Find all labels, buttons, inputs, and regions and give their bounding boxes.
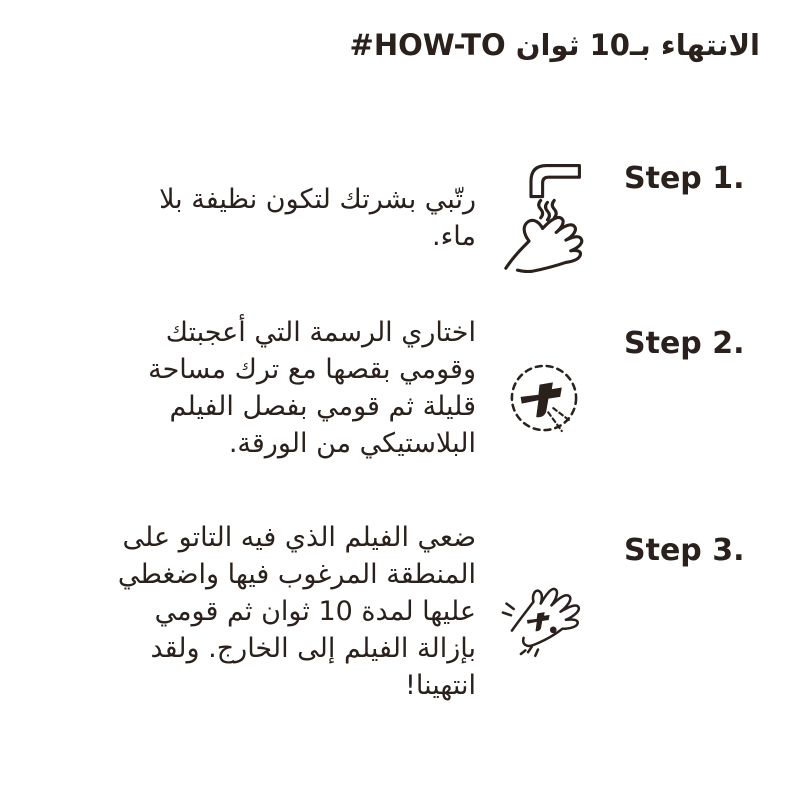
step-3-line-3: عليها لمدة 10 ثوان ثم قومي bbox=[154, 596, 476, 627]
step-3-line-5: انتهينا! bbox=[405, 670, 476, 701]
step-1-line-2: ماء. bbox=[432, 221, 476, 252]
t-logo bbox=[521, 382, 562, 417]
hand-with-tattoo-icon bbox=[497, 573, 597, 663]
step-1-label: Step 1. bbox=[624, 161, 745, 196]
step-3-label: Step 3. bbox=[624, 533, 745, 568]
sparkle-lines-left bbox=[503, 604, 514, 616]
t-logo-tattoo bbox=[527, 612, 550, 631]
step-3-instructions bbox=[118, 519, 476, 704]
step-2-label: Step 2. bbox=[624, 326, 745, 361]
step-2-line-2: وقومي بقصها مع ترك مساحة bbox=[148, 354, 476, 385]
step-1-line-1: رتّبي بشرتك لتكون نظيفة بلا bbox=[159, 184, 476, 215]
step-3-line-2: المنطقة المرغوب فيها واضغطي bbox=[117, 559, 476, 590]
sparkle-lines-bottom bbox=[521, 647, 538, 656]
cut-mark-lines bbox=[548, 408, 571, 431]
cut-tattoo-design-icon bbox=[506, 360, 582, 436]
step-1-instructions bbox=[159, 181, 476, 255]
step-2-instructions bbox=[148, 314, 476, 462]
hand-outline bbox=[506, 217, 582, 271]
step-2-line-4: البلاستيكي من الورقة. bbox=[228, 428, 476, 459]
water-steam-lines bbox=[539, 200, 556, 219]
step-3-line-4: بإزالة الفيلم إلى الخارج. ولقد bbox=[150, 633, 476, 664]
step-2-line-1: اختاري الرسمة التي أعجبتك bbox=[165, 317, 476, 348]
t-logo-dot bbox=[550, 626, 557, 633]
step-2-line-3: قليلة ثم قومي بفصل الفيلم bbox=[169, 391, 476, 422]
page-title: #HOW-TO الانتهاء بـ10 ثوان bbox=[349, 28, 760, 62]
step-3-line-1: ضعي الفيلم الذي فيه التاتو على bbox=[122, 522, 476, 553]
faucet-washing-hand-icon bbox=[500, 155, 592, 273]
faucet-shape bbox=[531, 166, 579, 197]
